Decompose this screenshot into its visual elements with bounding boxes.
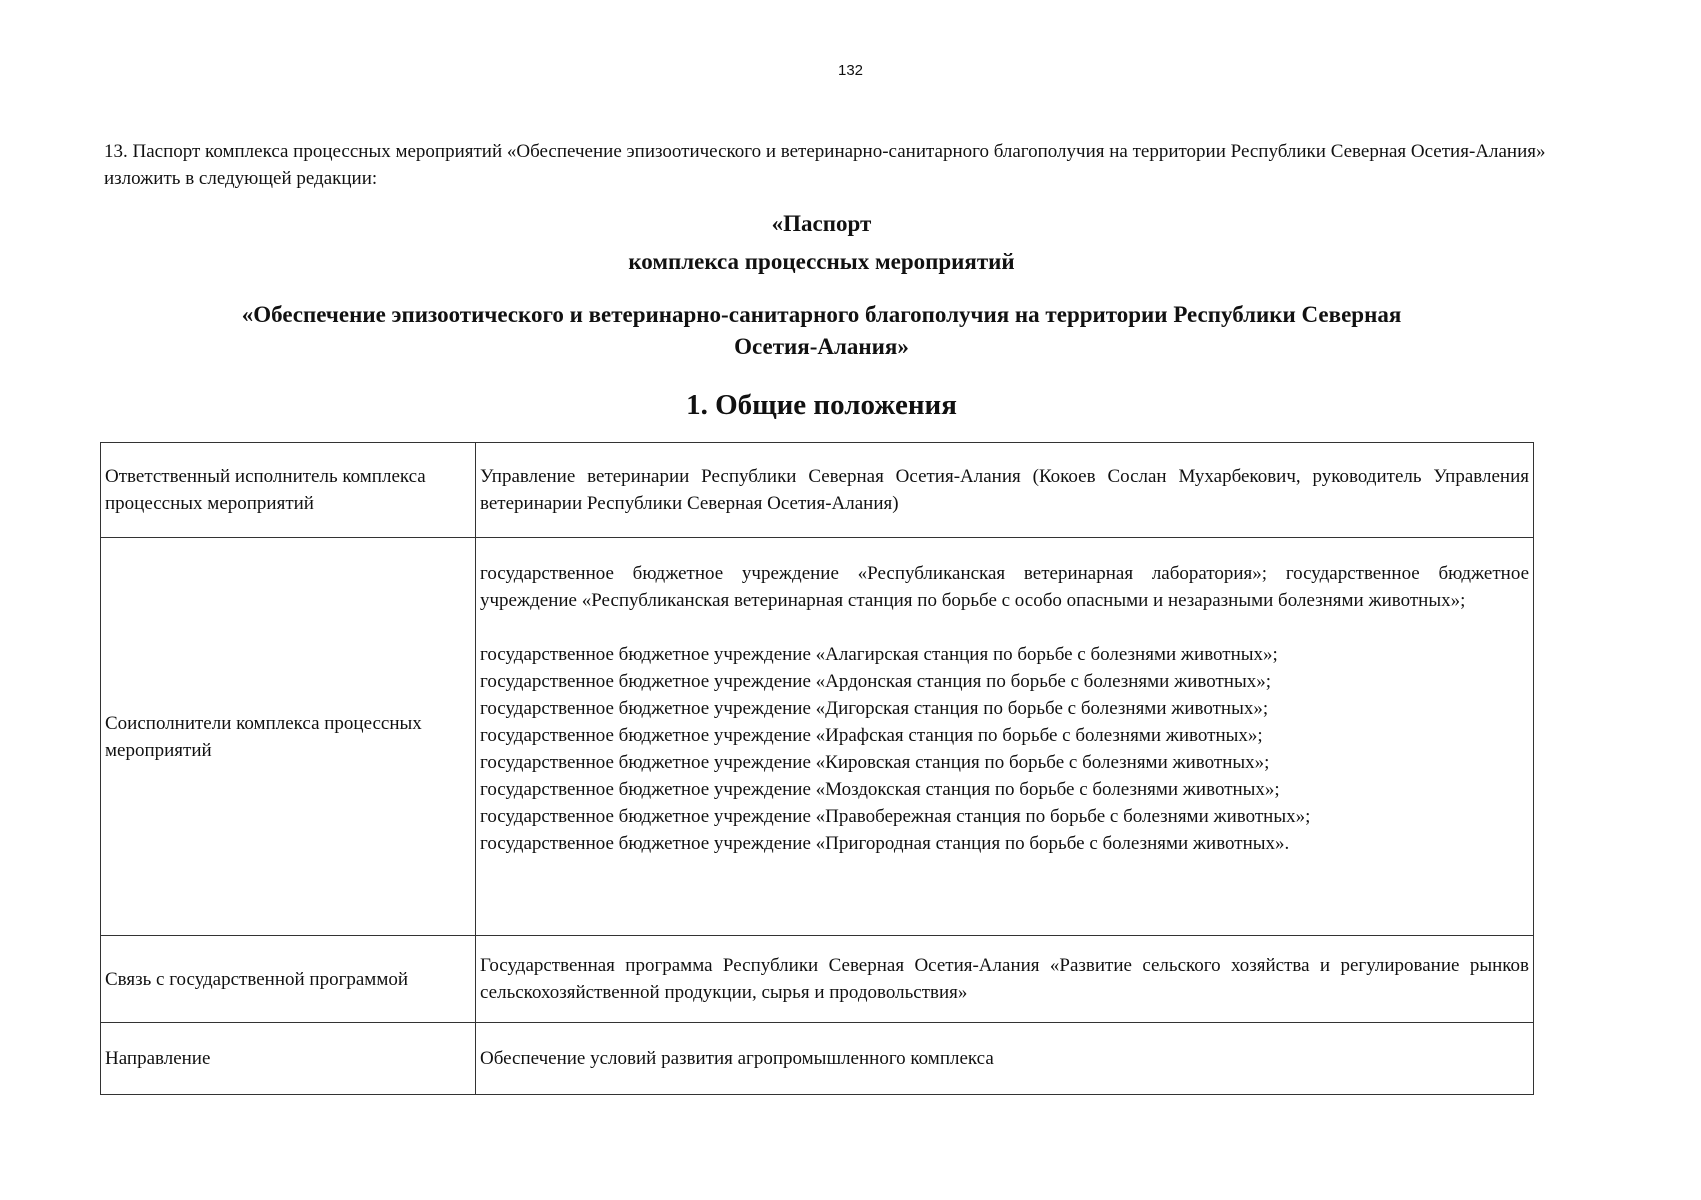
page-number: 132 bbox=[837, 62, 864, 79]
coexecutor-item: государственное бюджетное учреждение «Ардонская станция по борьбе с болезнями животных»; bbox=[480, 671, 1272, 692]
document-title-line-2: комплекса процессных мероприятий bbox=[628, 249, 1015, 274]
row-label-coexecutors: Соисполнители комплекса процессных мероприятий bbox=[101, 538, 476, 936]
section-heading: 1. Общие положения bbox=[686, 389, 957, 421]
document-title-line-3 bbox=[0, 299, 1643, 363]
row-label-responsible: Ответственный исполнитель комплекса процессных мероприятий bbox=[101, 443, 476, 538]
coexecutor-item: государственное бюджетное учреждение «Пригородная станция по борьбе с болезнями животных». bbox=[480, 833, 1290, 854]
coexecutor-item: государственное бюджетное учреждение «Моздокская станция по борьбе с болезнями животных»; bbox=[480, 779, 1280, 800]
document-title-line-1: «Паспорт bbox=[771, 211, 872, 236]
document-title-line-3b: Осетия-Алания» bbox=[734, 334, 909, 359]
table-row bbox=[101, 1023, 1534, 1095]
coexecutor-item: государственное бюджетное учреждение «Кировская станция по борьбе с болезнями животных»; bbox=[480, 752, 1270, 773]
row-value-program-link: Государственная программа Республики Северная Осетия-Алания «Развитие сельского хозяйства и регулирование рынков сельскохозяйственной продукции, сырья и продовольствия» bbox=[476, 936, 1534, 1023]
coexecutor-item: государственное бюджетное учреждение «Алагирская станция по борьбе с болезнями животных»; bbox=[480, 644, 1278, 665]
intro-paragraph: 13. Паспорт комплекса процессных мероприятий «Обеспечение эпизоотического и ветеринарно-санитарного благополучия на территории Республики Северная Осетия-Алания» изложить в следующей редакции: bbox=[104, 141, 1546, 189]
coexecutor-item: государственное бюджетное учреждение «Дигорская станция по борьбе с болезнями животных»; bbox=[480, 698, 1269, 719]
coexecutor-item: государственное бюджетное учреждение «Ирафская станция по борьбе с болезнями животных»; bbox=[480, 725, 1263, 746]
table-row bbox=[101, 538, 1534, 936]
row-label-direction: Направление bbox=[101, 1023, 476, 1095]
table-row bbox=[101, 936, 1534, 1023]
row-value-direction: Обеспечение условий развития агропромышленного комплекса bbox=[476, 1023, 1534, 1095]
row-value-coexecutors bbox=[476, 538, 1534, 936]
row-value-responsible: Управление ветеринарии Республики Северная Осетия-Алания (Кокоев Сослан Мухарбекович, руководитель Управления ветеринарии Республики Северная Осетия-Алания) bbox=[476, 443, 1534, 538]
row-label-program-link: Связь с государственной программой bbox=[101, 936, 476, 1023]
document-title-line-3a: «Обеспечение эпизоотического и ветеринарно-санитарного благополучия на территории Республики Северная bbox=[241, 302, 1402, 327]
coexecutor-item: государственное бюджетное учреждение «Правобережная станция по борьбе с болезнями животных»; bbox=[480, 806, 1311, 827]
coexecutors-paragraph: государственное бюджетное учреждение «Республиканская ветеринарная лаборатория»; государственное бюджетное учреждение «Республиканская ветеринарная станция по борьбе с особо опасными и незаразными болезнями животных»; bbox=[480, 563, 1529, 611]
passport-table bbox=[100, 442, 1534, 1095]
table-row bbox=[101, 443, 1534, 538]
